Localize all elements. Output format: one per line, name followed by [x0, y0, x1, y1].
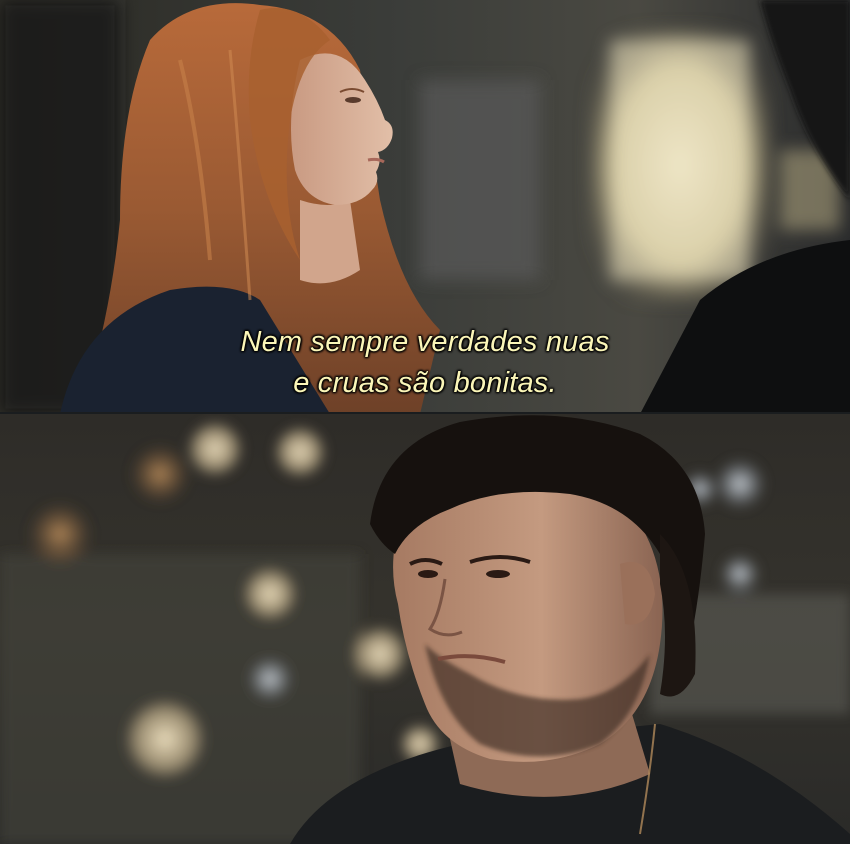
bottom-frame — [0, 414, 850, 844]
man-scene — [0, 414, 850, 844]
subtitle — [0, 322, 850, 404]
subtitle-line-2: e cruas são bonitas. — [293, 367, 557, 399]
subtitle-line-1: Nem sempre verdades nuas — [240, 326, 610, 358]
